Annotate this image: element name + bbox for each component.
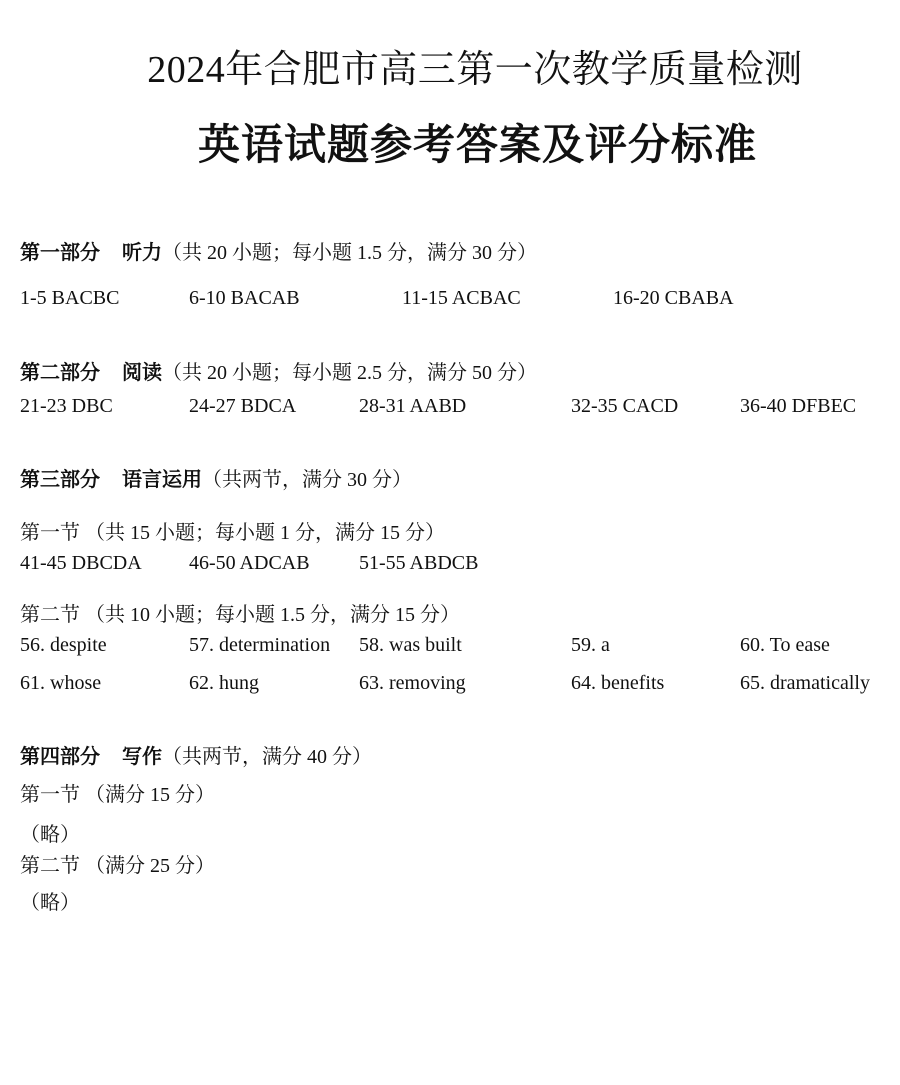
part3-section1-answer: 41-45 DBCDA: [20, 552, 142, 574]
part2-answer: 36-40 DFBEC: [740, 395, 857, 417]
part1-heading: [20, 236, 537, 265]
part3-section2-answer: 58. was built: [359, 634, 462, 656]
part1-name: 听力: [122, 242, 162, 264]
part3-name: 语言运用: [122, 469, 202, 491]
part1-note: （共 20 小题；每小题 1.5 分，满分 30 分）: [162, 242, 537, 264]
part2-name: 阅读: [122, 362, 162, 384]
document-title: 2024年合肥市高三第一次教学质量检测: [147, 49, 803, 91]
part3-section2-answer: 65. dramatically: [740, 672, 870, 694]
part2-note: （共 20 小题；每小题 2.5 分，满分 50 分）: [162, 362, 537, 384]
part3-section2-answer: 61. whose: [20, 672, 102, 694]
part2-heading: [20, 356, 537, 385]
part3-section2-answer: 57. determination: [189, 634, 331, 656]
part3-section1-answer: 46-50 ADCAB: [189, 552, 310, 574]
part1-answer: 6-10 BACAB: [189, 287, 300, 309]
part2-answer: 32-35 CACD: [571, 395, 679, 417]
part4-section2-heading: 第二节 （满分 25 分）: [20, 855, 215, 877]
part3-section2-answer: 56. despite: [20, 634, 107, 656]
part4-section1-content: （略）: [20, 824, 80, 846]
part3-section2-answer: 63. removing: [359, 672, 466, 694]
part1-label: 第一部分: [20, 242, 100, 264]
document-subtitle: 英语试题参考答案及评分标准: [197, 123, 757, 169]
part1-answer: 11-15 ACBAC: [402, 287, 521, 309]
part2-answer: 24-27 BDCA: [189, 395, 297, 417]
part2-label: 第二部分: [20, 362, 100, 384]
part2-answer: 21-23 DBC: [20, 395, 113, 417]
part4-name: 写作: [122, 746, 162, 768]
part3-section1-answer: 51-55 ABDCB: [359, 552, 479, 574]
part3-section2-heading: 第二节 （共 10 小题；每小题 1.5 分，满分 15 分）: [20, 604, 460, 626]
part3-section2-answer: 60. To ease: [740, 634, 830, 656]
part4-heading: [20, 740, 372, 769]
part3-label: 第三部分: [20, 469, 100, 491]
part1-answer: 16-20 CBABA: [613, 287, 734, 309]
part4-note: （共两节，满分 40 分）: [162, 746, 372, 768]
part3-heading: [20, 463, 412, 492]
part1-answer: 1-5 BACBC: [20, 287, 120, 309]
part2-answer: 28-31 AABD: [359, 395, 467, 417]
part3-section1-heading: 第一节 （共 15 小题；每小题 1 分，满分 15 分）: [20, 522, 445, 544]
part4-section2-content: （略）: [20, 892, 80, 914]
part3-section2-answer: 59. a: [571, 634, 610, 656]
part3-section2-answer: 64. benefits: [571, 672, 665, 694]
part3-section2-answer: 62. hung: [189, 672, 259, 694]
part4-section1-heading: 第一节 （满分 15 分）: [20, 784, 215, 806]
part3-note: （共两节，满分 30 分）: [202, 469, 412, 491]
part4-label: 第四部分: [20, 746, 100, 768]
